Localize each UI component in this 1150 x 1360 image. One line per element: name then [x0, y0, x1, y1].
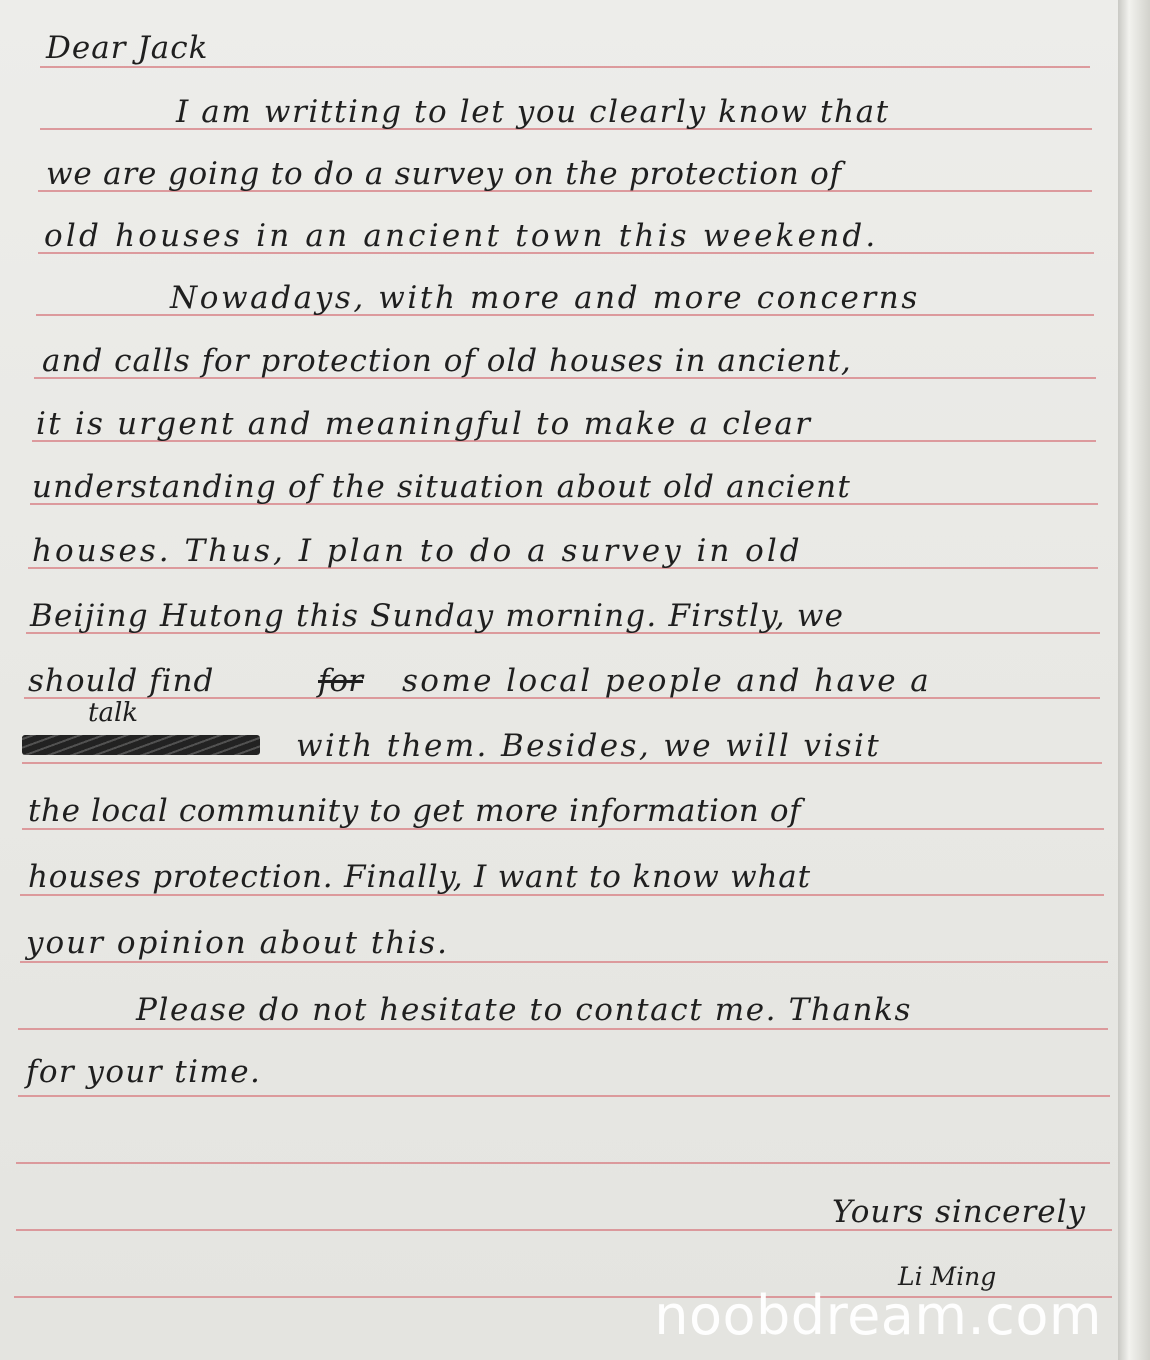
letter-line: houses protection. Finally, I want to know what [28, 859, 811, 895]
letter-line: houses. Thus, I plan to do a survey in old [32, 533, 803, 569]
ruled-line [18, 1095, 1110, 1097]
letter-line: your opinion about this. [26, 925, 449, 961]
watermark: noobdream.com [654, 1284, 1102, 1347]
ruled-line [16, 1162, 1110, 1164]
struck-word: for [318, 663, 363, 699]
letter-line: some local people and have a [402, 663, 932, 699]
salutation: Dear Jack [46, 30, 209, 66]
letter-line: old houses in an ancient town this weekend. [44, 218, 879, 254]
letter-line: Beijing Hutong this Sunday morning. Firstly, we [30, 598, 845, 634]
letter-line: for your time. [26, 1054, 262, 1090]
letter-line: should find [28, 663, 215, 699]
letter-line: I am writting to let you clearly know that [176, 94, 890, 130]
letter-line: the local community to get more information of [28, 793, 802, 829]
letter-line: Nowadays, with more and more concerns [170, 280, 920, 316]
closing: Yours sincerely [832, 1194, 1087, 1230]
letter-line: we are going to do a survey on the protection of [46, 156, 842, 192]
letter-line: and calls for protection of old houses in ancient, [42, 343, 852, 379]
letter-line: it is urgent and meaningful to make a clear [36, 406, 813, 442]
letter-line: with them. Besides, we will visit [296, 728, 882, 764]
scribbled-out-text [22, 735, 260, 755]
letter-line: Please do not hesitate to contact me. Thanks [136, 992, 912, 1028]
page-edge [1118, 0, 1150, 1360]
letter-line: understanding of the situation about old ancient [32, 469, 852, 505]
signature: Li Ming [898, 1262, 997, 1291]
inserted-word: talk [88, 698, 139, 728]
